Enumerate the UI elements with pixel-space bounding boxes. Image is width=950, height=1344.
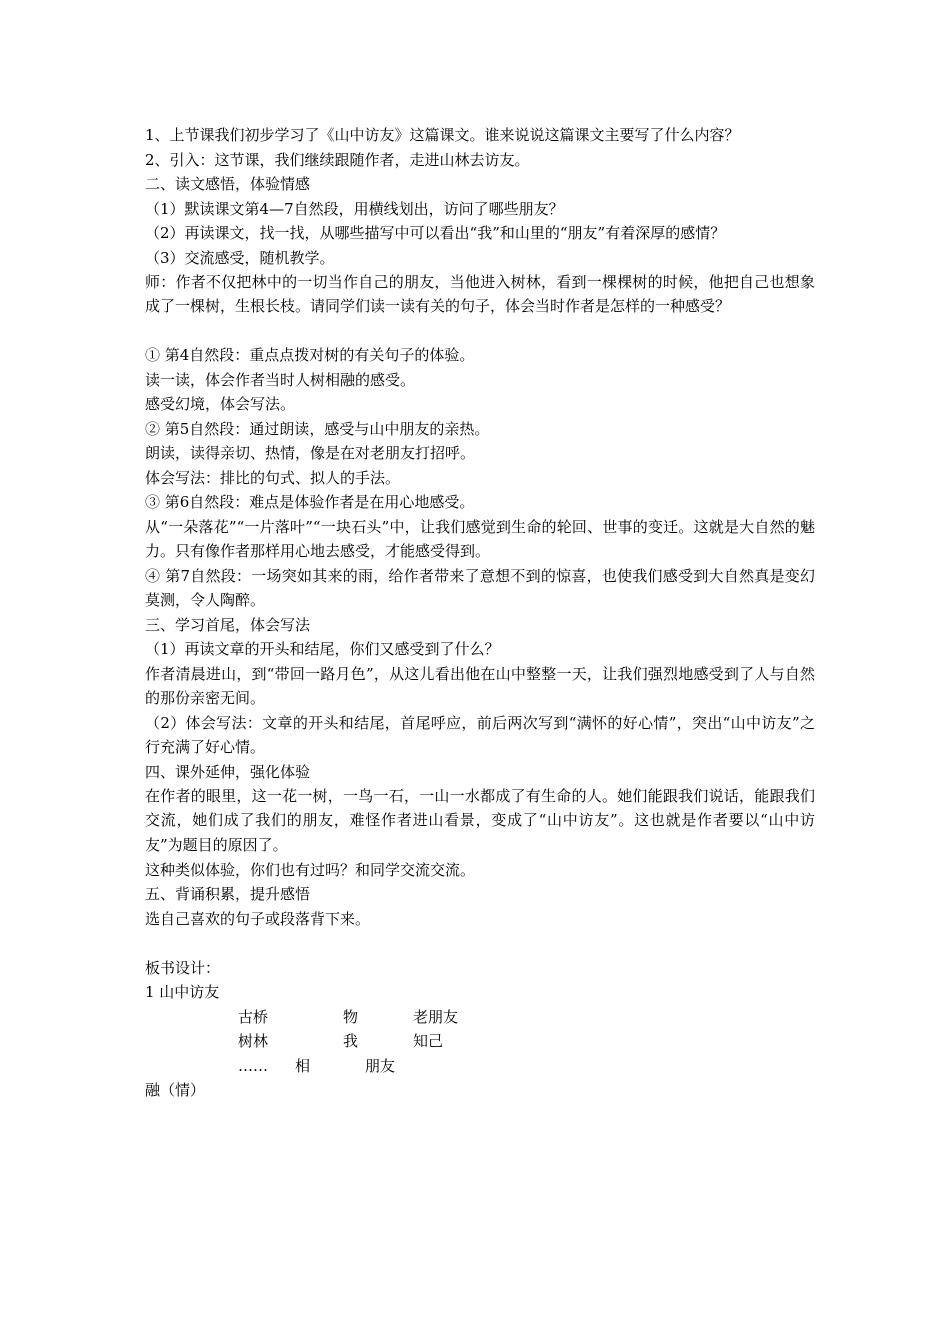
board-title: 1 山中访友 [145, 983, 220, 1001]
board-heading: 板书设计： [145, 959, 221, 977]
paragraph: 在作者的眼里，这一花一树，一鸟一石，一山一水都成了有生命的人。她们能跟我们说话，能跟我们交流，她们成了我们的朋友，难怪作者进山看景，变成了“山中访友”。这也就是作者要以“山中访友”为题目的原因了。 [145, 787, 815, 854]
section-heading: 五、背诵积累，提升感悟 [145, 885, 311, 903]
paragraph: （2）再读课文，找一找，从哪些描写中可以看出“我”和山里的“朋友”有着深厚的感情？ [145, 224, 726, 242]
board-cell: …… [238, 1057, 268, 1075]
paragraph: 作者清晨进山，到“带回一路月色”，从这儿看出他在山中整整一天，让我们强烈地感受到了人与自然的那份亲密无间。 [145, 665, 815, 708]
paragraph: 选自己喜欢的句子或段落背下来。 [145, 910, 371, 928]
paragraph: ② 第5自然段：通过朗读，感受与山中朋友的亲热。 [145, 420, 490, 438]
paragraph: 这种类似体验，你们也有过吗？和同学交流交流。 [145, 861, 476, 879]
section-heading: 三、学习首尾，体会写法 [145, 616, 311, 634]
paragraph: 感受幻境，体会写法。 [145, 395, 296, 413]
section-heading: 二、读文感悟，体验情感 [145, 175, 311, 193]
board-cell: 物 [343, 1008, 359, 1026]
board-row [145, 1054, 815, 1078]
paragraph: ① 第4自然段：重点点拨对树的有关句子的体验。 [145, 346, 475, 364]
paragraph: 读一读，体会作者当时人树相融的感受。 [145, 371, 416, 389]
paragraph: 从“一朵落花”“一片落叶”“一块石头”中，让我们感觉到生命的轮回、世事的变迁。这就是大自然的魅力。只有像作者那样用心地去感受，才能感受得到。 [145, 518, 815, 561]
paragraph: （2）体会写法：文章的开头和结尾，首尾呼应，前后两次写到“满怀的好心情”，突出“山中访友”之行充满了好心情。 [145, 714, 815, 757]
board-row [145, 1005, 815, 1029]
board-cell: 树林 [238, 1032, 269, 1050]
paragraph: ③ 第6自然段：难点是体验作者是在用心地感受。 [145, 493, 475, 511]
board-cell: 老朋友 [413, 1008, 459, 1026]
board-cell: 古桥 [238, 1008, 269, 1026]
section-heading: 四、课外延伸，强化体验 [145, 763, 311, 781]
board-cell: 朋友 [365, 1057, 396, 1075]
paragraph: 2、引入：这节课，我们继续跟随作者，走进山林去访友。 [145, 151, 530, 169]
board-row [145, 1029, 815, 1053]
paragraph: 师：作者不仅把林中的一切当作自己的朋友，当他进入树林，看到一棵棵树的时候，他把自己也想象成了一棵树，生根长枝。请同学们读一读有关的句子，体会当时作者是怎样的一种感受？ [145, 273, 815, 316]
paragraph: （1）再读文章的开头和结尾，你们又感受到了什么？ [145, 640, 500, 658]
paragraph: ④ 第7自然段：一场突如其来的雨，给作者带来了意想不到的惊喜，也使我们感受到大自然真是变幻莫测，令人陶醉。 [145, 567, 815, 610]
board-cell: 知己 [413, 1032, 444, 1050]
board-cell: 我 [343, 1032, 359, 1050]
board-cell: 相 [295, 1057, 311, 1075]
paragraph: 体会写法：排比的句式、拟人的手法。 [145, 469, 401, 487]
board-footer: 融（情） [145, 1081, 206, 1099]
paragraph: 朗读，读得亲切、热情，像是在对老朋友打招呼。 [145, 444, 476, 462]
paragraph: 1、上节课我们初步学习了《山中访友》这篇课文。谁来说说这篇课文主要写了什么内容？ [145, 126, 740, 144]
paragraph: （3）交流感受，随机教学。 [145, 249, 335, 267]
paragraph: （1）默读课文第4—7自然段，用横线划出，访问了哪些朋友？ [145, 200, 564, 218]
